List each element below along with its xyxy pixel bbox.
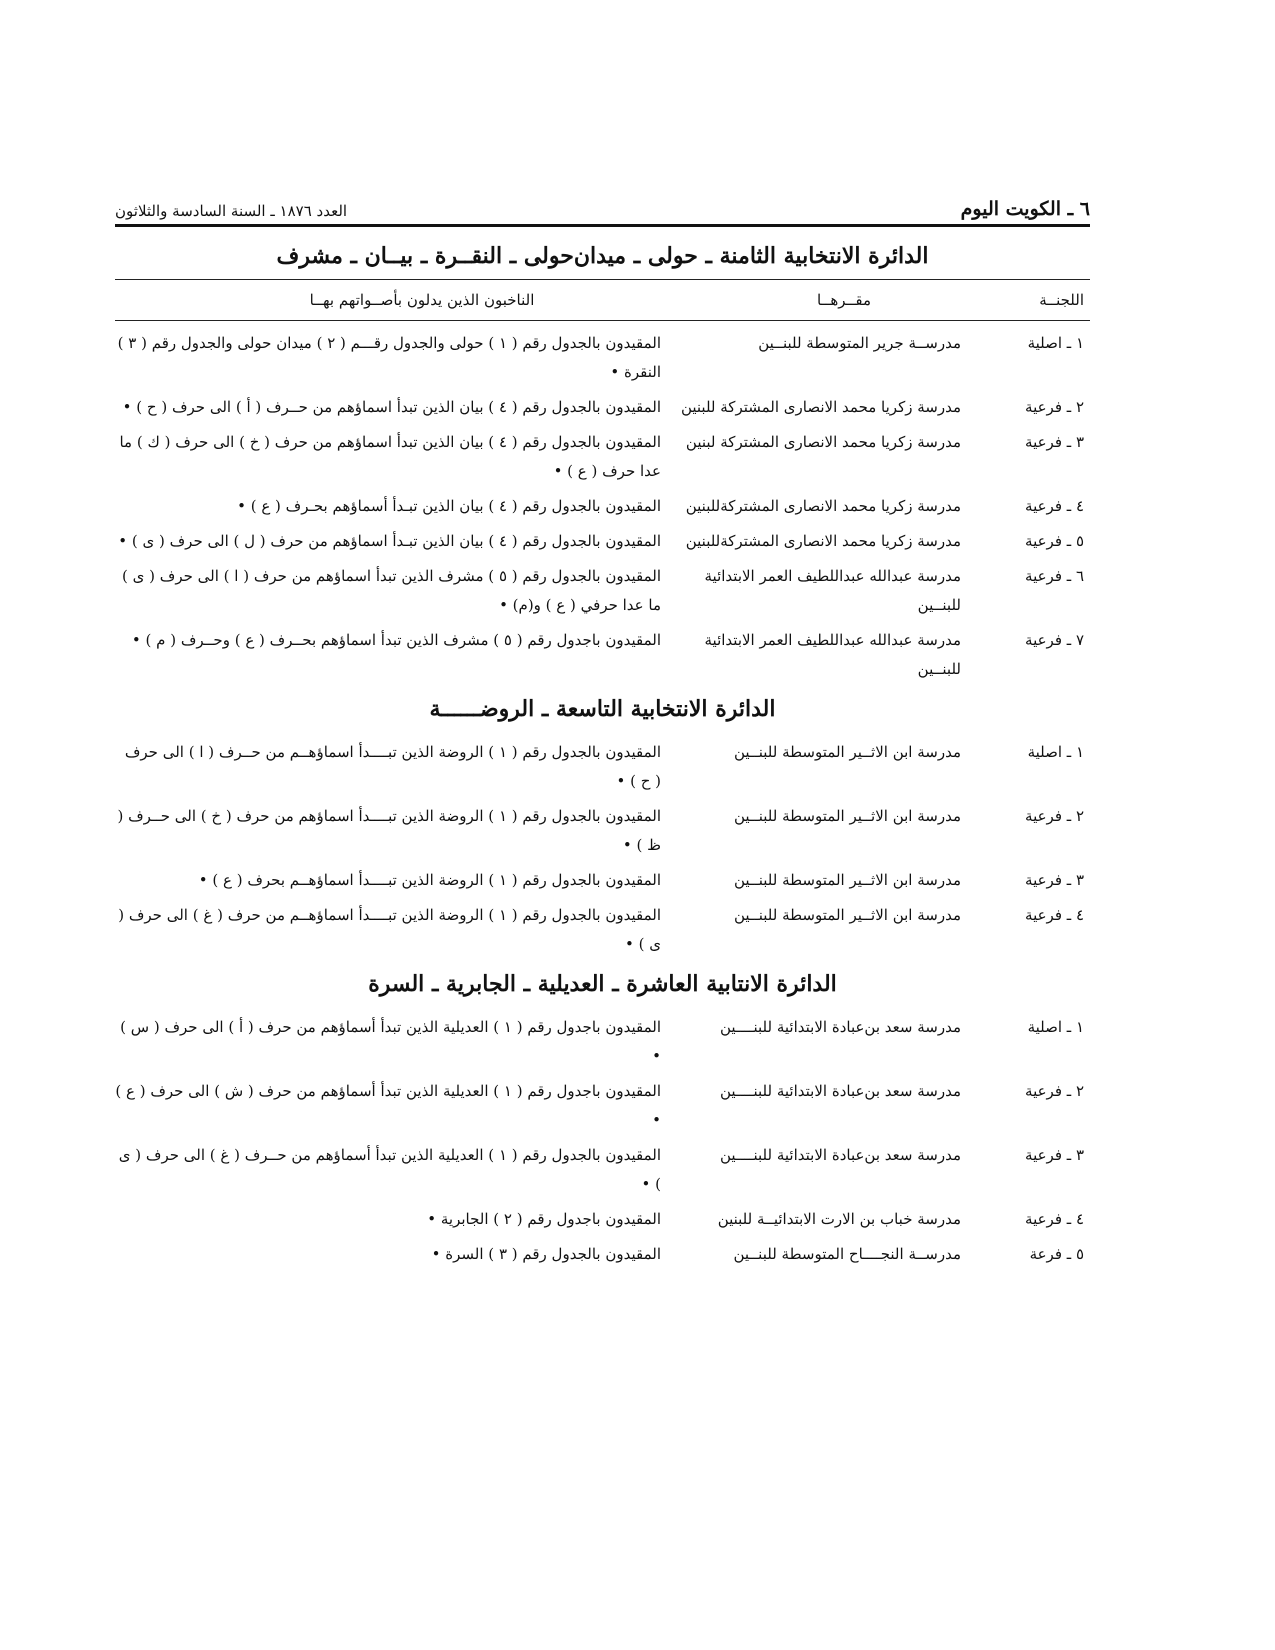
table-row [115,802,1090,860]
committee-cell: ٤ ـ فرعية [1025,906,1084,924]
voters-cell: المقيدون بالجدول رقم ( ١ ) حولى والجدول رقـــم ( ٢ ) ميدان حولى والجدول رقم ( ٣ ) النقرة • [117,334,661,381]
section-title-10: الدائرة الانتابية العاشرة ـ العديلية ـ الجابرية ـ السرة [368,971,837,997]
voters-cell: المقيدون بالجدول رقم ( ٤ ) بيان الذين تبـدأ أسماؤهم بحـرف ( ع ) • [237,497,661,515]
voters-cell: المقيدون بالجدول رقم ( ١ ) الروضة الذين تبــــدأ اسماؤهــم من حــرف ( ا ) الى حرف ( ح ) • [124,743,661,790]
voters-cell: المقيدون باجدول رقم ( ٥ ) مشرف الذين تبدأ اسماؤهم بحــرف ( ع ) وحــرف ( م ) • [131,631,661,649]
voters-cell: المقيدون باجدول رقم ( ٢ ) الجابرية • [427,1210,661,1228]
page-header [115,188,1090,227]
committee-cell: ٢ ـ فرعية [1025,1082,1084,1100]
table-row [115,866,1090,895]
committee-cell: ٥ ـ فرعة [1029,1245,1084,1263]
committee-cell: ٣ ـ فرعية [1025,433,1084,451]
headquarters-cell: مدرســة النجــــاح المتوسطة للبنــين [733,1245,961,1263]
table-row [115,626,1090,684]
table-row [115,393,1090,422]
headquarters-cell: مدرسة زكريا محمد الانصارى المشتركة لبنين [685,433,961,451]
voters-cell: المقيدون بالجدول رقم ( ١ ) الروضة الذين تبــــدأ اسماؤهم من حرف ( خ ) الى حــرف ( ظ ) • [117,807,661,854]
column-committee: اللجنــة [1039,291,1084,309]
voters-cell: المقيدون باجدول رقم ( ١ ) العديلية الذين تبدأ أسماؤهم من حرف ( ش ) الى حرف ( ع ) • [115,1082,661,1129]
headquarters-cell: مدرسة زكريا محمد الانصارى المشتركة للبنين [680,398,961,416]
headquarters-cell: مدرسة سعد بن‌عبادة الابتدائية للبنــــين [719,1082,961,1100]
committee-cell: ٣ ـ فرعية [1025,1146,1084,1164]
table-row [115,901,1090,959]
voters-cell: المقيدون بالجدول رقم ( ٤ ) بيان الذين تبدأ اسماؤهم من حرف ( خ ) الى حرف ( ك ) ما عدا حرف ( ع ) • [119,433,661,480]
headquarters-cell: مدرسة زكريا محمد الانصارى المشتركةللبنين [685,532,961,550]
voters-cell: المقيدون بالجدول رقم ( ١ ) العديلية الذين تبدأ أسماؤهم من حــرف ( غ ) الى حرف ( ى ) • [118,1146,661,1193]
headquarters-cell: مدرسة عبدالله عبداللطيف العمر الابتدائية للبنــين [704,567,961,614]
committee-cell: ٧ ـ فرعية [1025,631,1084,649]
section-title-8: الدائرة الانتخابية الثامنة ـ حولى ـ ميدان‌حولى ـ النقــرة ـ بيــان ـ مشرف [115,237,1090,280]
committee-cell: ١ ـ اصلية [1027,743,1084,761]
voters-cell: المقيدون بالجدول رقم ( ٣ ) السرة • [431,1245,661,1263]
committee-cell: ٣ ـ فرعية [1025,871,1084,889]
column-voters: الناخبون الذين يدلون بأصــواتهم بهــا [309,291,535,309]
voters-cell: المقيدون بالجدول رقم ( ٥ ) مشرف الذين تبدأ اسماؤهم من حرف ( ا ) الى حرف ( ى ) ما عدا حرفي ( ع ) و(م) • [122,567,661,614]
section-title-9: الدائرة الانتخابية التاسعة ـ الروضــــــة [429,696,776,722]
headquarters-cell: مدرسة زكريا محمد الانصارى المشتركةللبنين [685,497,961,515]
voters-cell: المقيدون بالجدول رقم ( ٤ ) بيان الذين تبـدأ اسماؤهم من حرف ( ل ) الى حرف ( ى ) • [118,532,661,550]
table-row [115,1240,1090,1269]
voters-cell: المقيدون بالجدول رقم ( ١ ) الروضة الذين تبــــدأ اسماؤهــم من حرف ( غ ) الى حرف ( ى ) • [118,906,661,953]
table-row [115,527,1090,556]
voters-cell: المقيدون بالجدول رقم ( ٤ ) بيان الذين تبدأ اسماؤهم من حــرف ( أ ) الى حرف ( ح ) • [122,398,661,416]
committee-cell: ٤ ـ فرعية [1025,497,1084,515]
table-row [115,329,1090,387]
committee-cell: ٢ ـ فرعية [1025,398,1084,416]
committee-cell: ١ ـ اصلية [1027,334,1084,352]
table-row [115,562,1090,620]
table-row [115,492,1090,521]
headquarters-cell: مدرسة ابن الاثــير المتوسطة للبنــين [733,807,961,825]
voters-cell: المقيدون باجدول رقم ( ١ ) العديلية الذين تبدأ أسماؤهم من حرف ( أ ) الى حرف ( س ) • [120,1018,661,1065]
column-headquarters: مقــرهــا [817,291,871,309]
table-row [115,1077,1090,1135]
table-row [115,1141,1090,1199]
committee-cell: ٢ ـ فرعية [1025,807,1084,825]
table-row [115,1013,1090,1071]
headquarters-cell: مدرسة سعد بن‌عبادة الابتدائية للبنــــين [719,1146,961,1164]
section-10-rows [115,1013,1090,1269]
table-row [115,738,1090,796]
committee-cell: ٦ ـ فرعية [1025,567,1084,585]
headquarters-cell: مدرسة سعد بن‌عبادة الابتدائية للبنــــين [719,1018,961,1036]
page-title: ٦ ـ الكويت اليوم [960,198,1090,220]
committee-cell: ٤ ـ فرعية [1025,1210,1084,1228]
headquarters-cell: مدرسة ابن الاثــير المتوسطة للبنــين [733,871,961,889]
headquarters-cell: مدرسة خباب بن الارت الابتدائيــة للبنين [717,1210,961,1228]
headquarters-cell: مدرسة ابن الاثــير المتوسطة للبنــين [733,743,961,761]
section-8-rows [115,329,1090,684]
headquarters-cell: مدرســة جرير المتوسطة للبنــين [758,334,961,352]
document-page [115,188,1090,1275]
voters-cell: المقيدون بالجدول رقم ( ١ ) الروضة الذين تبــــدأ اسماؤهــم بحرف ( ع ) • [198,871,661,889]
section-9-rows [115,738,1090,959]
column-headers [115,280,1090,321]
committee-cell: ٥ ـ فرعية [1025,532,1084,550]
committee-cell: ١ ـ اصلية [1027,1018,1084,1036]
table-row [115,1205,1090,1234]
issue-info: العدد ١٨٧٦ ـ السنة السادسة والثلاثون [115,202,348,220]
headquarters-cell: مدرسة عبدالله عبداللطيف العمر الابتدائية للبنــين [704,631,961,678]
table-row [115,428,1090,486]
headquarters-cell: مدرسة ابن الاثــير المتوسطة للبنــين [733,906,961,924]
